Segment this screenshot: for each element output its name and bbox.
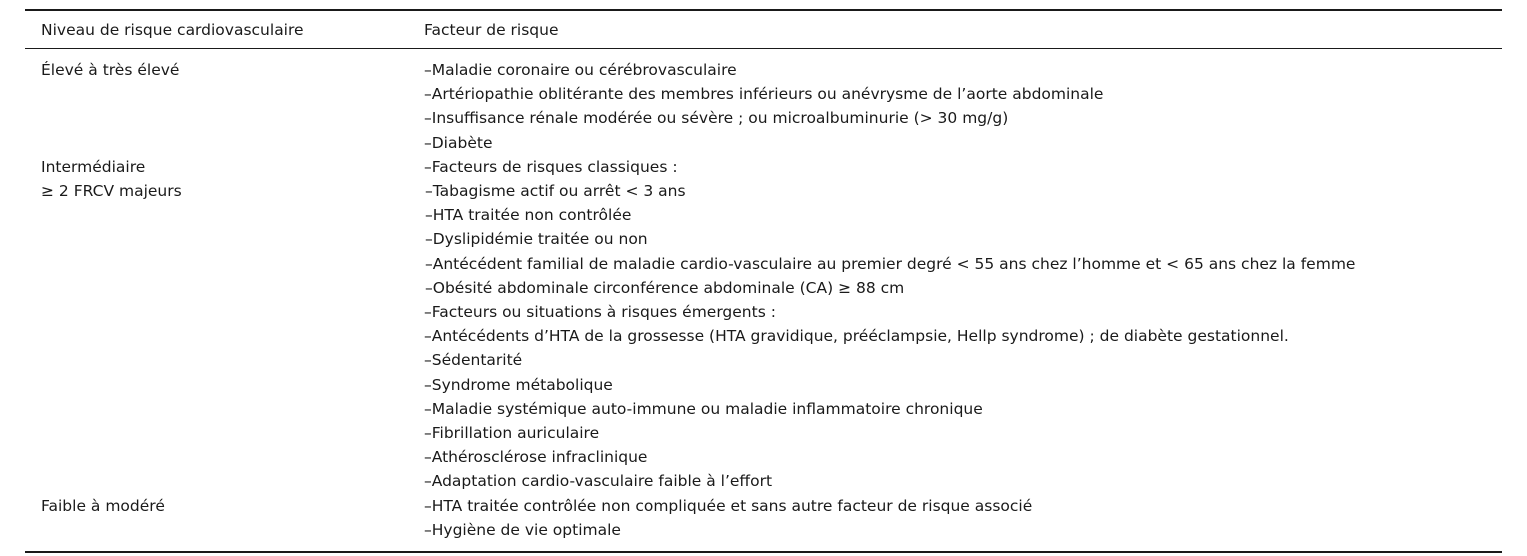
risk-factor-item: –Adaptation cardio-vasculaire faible à l’effort [424, 472, 773, 491]
risk-factor-item: –Insuffisance rénale modérée ou sévère ; ou microalbuminurie (> 30 mg/g) [424, 109, 1009, 128]
risk-factor-item: –Obésité abdominale circonférence abdominale (CA) ≥ 88 cm [425, 278, 905, 297]
risk-factor-item: –HTA traitée contrôlée non compliquée et sans autre facteur de risque associé [424, 496, 1033, 515]
table-row [25, 494, 1502, 542]
risk-level-cell [25, 494, 424, 542]
risk-factor-item: –Antécédents d’HTA de la grossesse (HTA gravidique, prééclampsie, Hellp syndrome) ; de diabète gestationnel. [424, 327, 1289, 346]
risk-factor-cell [424, 155, 1502, 494]
risk-factor-item: –Sédentarité [424, 351, 523, 370]
risk-factor-item: –Hygiène de vie optimale [424, 520, 621, 539]
header-risk-factor: Facteur de risque [424, 20, 559, 39]
table-row [25, 155, 1502, 494]
risk-factor-item: –Dyslipidémie traitée ou non [425, 230, 648, 249]
risk-factor-item: –HTA traitée non contrôlée [425, 206, 632, 225]
risk-factor-cell [424, 494, 1502, 542]
risk-factor-item: –Artériopathie oblitérante des membres inférieurs ou anévrysme de l’aorte abdominale [424, 85, 1104, 104]
risk-factor-item: –Fibrillation auriculaire [424, 424, 600, 443]
risk-factor-item: –Diabète [424, 133, 493, 152]
risk-factor-item: –Maladie systémique auto-immune ou maladie inflammatoire chronique [424, 399, 983, 418]
table-body [25, 49, 1502, 551]
risk-factor-item: –Syndrome métabolique [424, 375, 613, 394]
risk-factor-cell [424, 58, 1502, 155]
risk-level-label: Intermédiaire [41, 157, 146, 176]
risk-level-cell [25, 58, 424, 155]
risk-table [25, 9, 1502, 553]
risk-factor-item: –Facteurs ou situations à risques émergents : [424, 303, 776, 322]
header-risk-level: Niveau de risque cardiovasculaire [41, 20, 304, 39]
risk-factor-item: –Facteurs de risques classiques : [424, 157, 678, 176]
risk-level-sublabel: ≥ 2 FRCV majeurs [41, 182, 182, 201]
bottom-rule [25, 551, 1502, 553]
risk-factor-item: –Maladie coronaire ou cérébrovasculaire [424, 61, 737, 79]
table-row [25, 58, 1502, 155]
risk-factor-item: –Antécédent familial de maladie cardio-vasculaire au premier degré < 55 ans chez l’homme et < 65 ans chez la femme [425, 254, 1356, 273]
risk-level-label: Élevé à très élevé [41, 61, 180, 79]
risk-level-label: Faible à modéré [41, 496, 165, 515]
table-header [25, 11, 1502, 48]
risk-level-cell [25, 155, 424, 494]
risk-factor-item: –Athérosclérose infraclinique [424, 448, 648, 467]
risk-factor-item: –Tabagisme actif ou arrêt < 3 ans [425, 182, 686, 201]
